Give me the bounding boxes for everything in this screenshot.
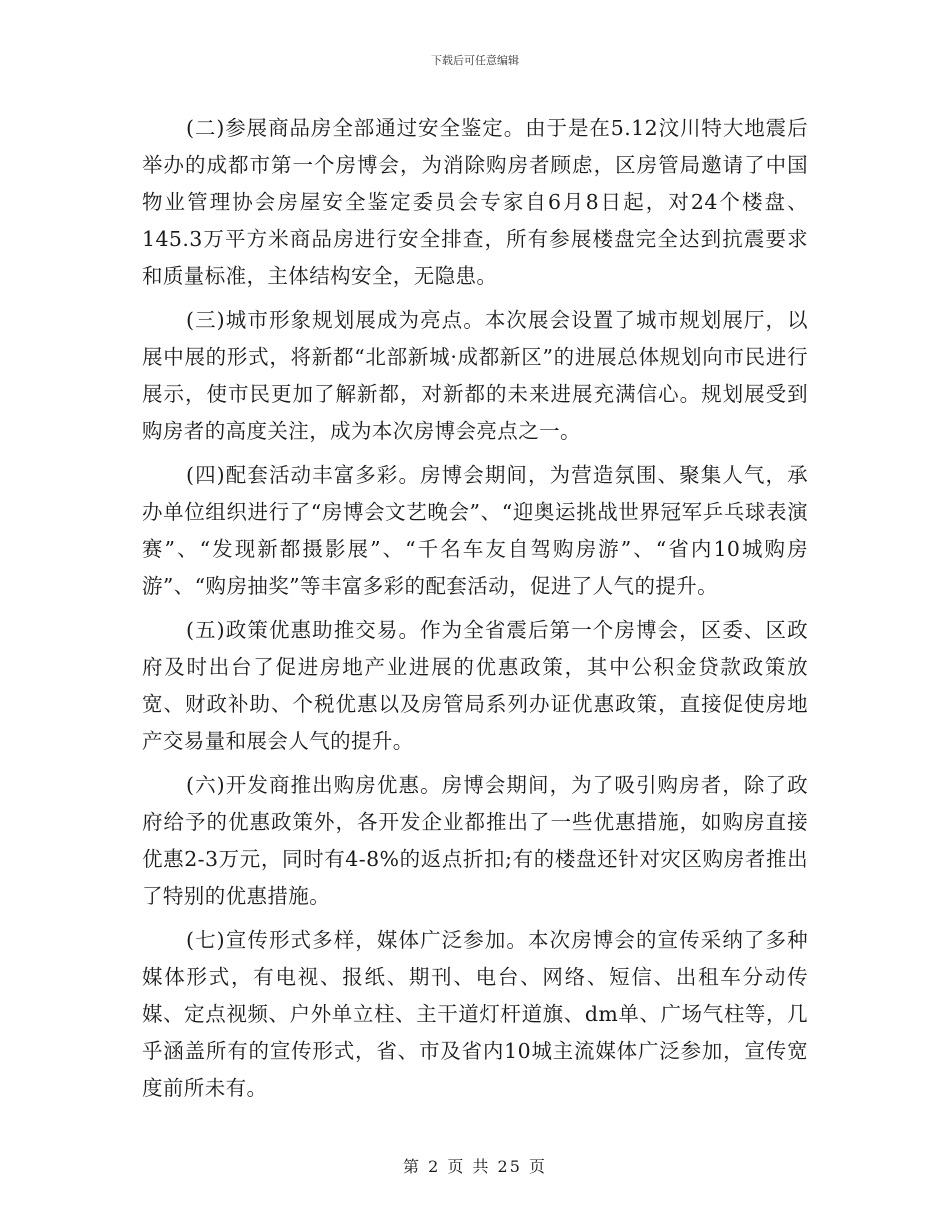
paragraph-2: (二)参展商品房全部通过安全鉴定。由于是在5.12汶川特大地震后举办的成都市第一个房博会，为消除购房者顾虑，区房管局邀请了中国物业管理协会房屋安全鉴定委员会专家自6月8日起，对24个楼盘、145.3万平方米商品房进行安全排查，所有参展楼盘完全达到抗震要求和质量标准，主体结构安全，无隐患。 <box>142 116 808 288</box>
page-number-footer: 第 2 页 共 25 页 <box>403 1157 547 1176</box>
paragraph-4: (四)配套活动丰富多彩。房博会期间，为营造氛围、聚集人气，承办单位组织进行了“房博会文艺晚会”、“迎奥运挑战世界冠军乒乓球表演赛”、“发现新都摄影展”、“千名车友自驾购房游”、“省内10城购房游”、“购房抽奖”等丰富多彩的配套活动，促进了人气的提升。 <box>142 463 808 598</box>
paragraph-3: (三)城市形象规划展成为亮点。本次展会设置了城市规划展厅，以展中展的形式，将新都“北部新城·成都新区”的进展总体规划向市民进行展示，使市民更加了解新都，对新都的未来进展充满信心。规划展受到购房者的高度关注，成为本次房博会亮点之一。 <box>142 308 808 443</box>
page-header-note: 下载后可任意编辑 <box>431 54 519 67</box>
document-body <box>142 110 808 1114</box>
paragraph-5: (五)政策优惠助推交易。作为全省震后第一个房博会，区委、区政府及时出台了促进房地产业进展的优惠政策，其中公积金贷款政策放宽、财政补助、个税优惠以及房管局系列办证优惠政策，直接促使房地产交易量和展会人气的提升。 <box>142 618 808 753</box>
paragraph-7: (七)宣传形式多样，媒体广泛参加。本次房博会的宣传采纳了多种媒体形式，有电视、报纸、期刊、电台、网络、短信、出租车分动传媒、定点视频、户外单立柱、主干道灯杆道旗、dm单、广场气柱等，几乎涵盖所有的宣传形式，省、市及省内10城主流媒体广泛参加，宣传宽度前所未有。 <box>142 928 808 1100</box>
paragraph-6: (六)开发商推出购房优惠。房博会期间，为了吸引购房者，除了政府给予的优惠政策外，各开发企业都推出了一些优惠措施，如购房直接优惠2-3万元，同时有4-8%的返点折扣;有的楼盘还针对灾区购房者推出了特别的优惠措施。 <box>142 773 808 908</box>
